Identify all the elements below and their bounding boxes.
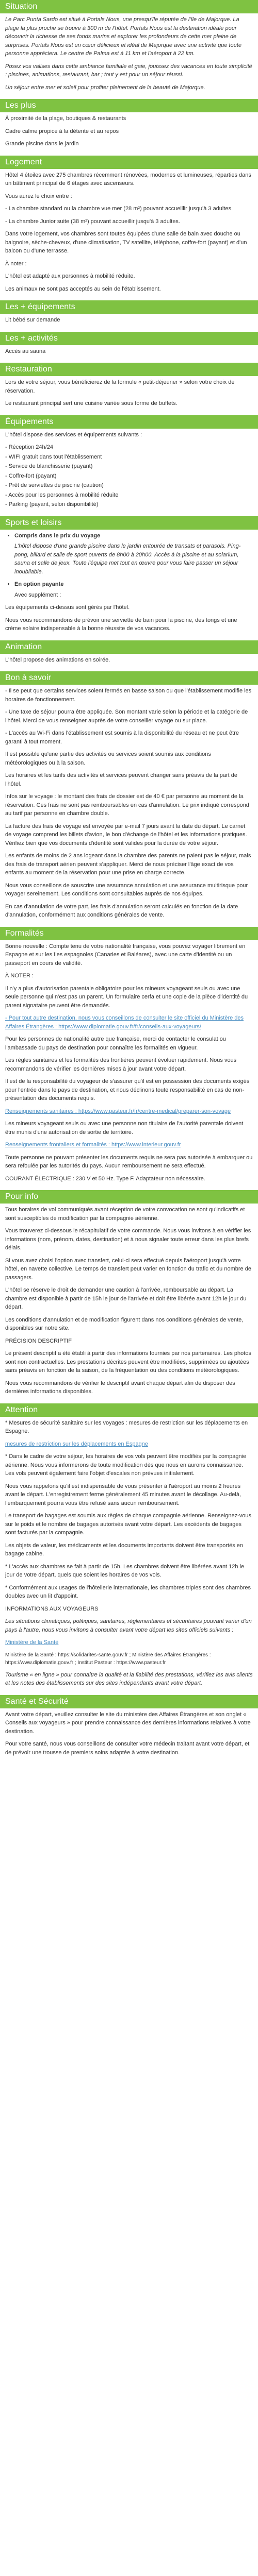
sports-paid-text: Avec supplément : — [14, 591, 61, 598]
pour-info-text-5: Les conditions d'annulation et de modification figurent dans nos conditions générales de vente, disponibles sur notre site. — [5, 1316, 244, 1331]
equipements-plus-text: Lit bébé sur demande — [5, 317, 60, 323]
formalites-link-frontaliers[interactable]: Renseignements frontaliers et formalités : https://www.interieur.gouv.fr — [5, 1142, 181, 1148]
formalites-text-8: Les mineurs voyageant seuls ou avec une personne non titulaire de l'autorité parentale doivent être munis d'une autorisation de sortie de territoire. — [5, 1121, 244, 1136]
pour-info-text-2: Vous trouverez ci-dessous le récapitulatif de votre commande. Nous vous invitons à en vérifier les informations (nom, prénom, dates, destination) et à nous signaler toute erreur dans les plus brefs délais. — [5, 1228, 251, 1251]
section-title-restauration: Restauration — [0, 363, 258, 376]
section-title-logement: Logement — [0, 156, 258, 169]
attention-heading: INFORMATIONS AUX VOYAGEURS — [5, 1605, 99, 1612]
section-title-formalites: Formalités — [0, 927, 258, 940]
section-sante — [0, 1695, 258, 1757]
formalites-link-diplomatie[interactable]: - Pour tout autre destination, nous vous conseillons de consulter le site officiel du Ministère des Affaires Étrangères : https://www.diplomatie.gouv.fr/fr/conseils-aux-voyageurs/ — [5, 1015, 244, 1030]
formalites-text-2: À NOTER : — [5, 973, 34, 979]
situation-text-1: Le Parc Punta Sardo est situé à Portals Nous, une presqu'île réputée de l'île de Majorque. La plage la plus proche se trouve à 300 m de l'hôtel. Portals Nous est la destination idéale pour découvrir la richesse de ses fonds marins et explorer les profondeurs de cette mer pleine de surprises. Portals Nous est un cœur délicieux et idéal de Majorque avec une activité que toute personne appréciera. Le centre de Palma est à 11 km et l'aéroport à 22 km. — [5, 16, 241, 57]
section-plus — [0, 99, 258, 148]
formalites-text-1: Bonne nouvelle : Compte tenu de votre nationalité française, vous pouvez voyager librement en Espagne et sur les îles espagnoles (Canaries et Baléares), avec une carte d'identité ou un passeport en cours de validité. — [5, 943, 246, 967]
bon-savoir-text-1: - Il se peut que certains services soient fermés en basse saison ou que l'établissement modifie les horaires de fonctionnement. — [5, 688, 252, 703]
section-logement — [0, 156, 258, 294]
equipements-item: - Parking (payant, selon disponibilité) — [5, 501, 99, 507]
restauration-text-1: Lors de votre séjour, vous bénéficierez de la formule « petit-déjeuner » selon votre choix de réservation. — [5, 379, 235, 394]
sports-paid-title: En option payante — [14, 581, 64, 587]
section-sports — [0, 516, 258, 633]
attention-text-4: Le transport de bagages est soumis aux règles de chaque compagnie aérienne. Renseignez-vous sur le poids et le nombre de bagages autorisés avant votre départ. Les excédents de bagages sont facturés par la compagnie. — [5, 1513, 251, 1536]
situation-text-2: Posez vos valises dans cette ambiance familiale et gaie, jouissez des vacances en toute simplicité : piscines, animations, restaurant, bar ; tout y est pour un séjour réussi. — [5, 63, 252, 78]
logement-text-3: - La chambre standard ou la chambre vue mer (28 m²) pouvant accueillir jusqu'à 3 adultes. — [5, 206, 233, 212]
logement-text-1: Hôtel 4 étoiles avec 275 chambres récemment rénovées, modernes et lumineuses, réparties dans un bâtiment principal de 6 étages avec ascenseurs. — [5, 172, 251, 187]
sports-list — [5, 532, 253, 600]
attention-text-3: Nous vous rappelons qu'il est indispensable de vous présenter à l'aéroport au moins 2 heures avant le départ. L'enregistrement ferme généralement 45 minutes avant le décollage. Au-delà, l'embarquement pourra vous être refusé sans aucun remboursement. — [5, 1483, 241, 1506]
logement-text-7: L'hôtel est adapté aux personnes à mobilité réduite. — [5, 273, 135, 279]
attention-text-9: Les situations climatiques, politiques, sanitaires, réglementaires et sécuritaires pouvant varier d'un pays à l'autre, nous vous invitons à consulter avant votre départ les sites officiels suivants : — [5, 1618, 252, 1633]
animation-text: L'hôtel propose des animations en soirée. — [5, 656, 110, 663]
formalites-text-9: Toute personne ne pouvant présenter les documents requis ne sera pas autorisée à embarquer ou sera refoulée par les autorités du pays. Aucun remboursement ne sera effectué. — [5, 1154, 253, 1169]
section-animation — [0, 640, 258, 665]
equipements-item: - Prêt de serviettes de piscine (caution) — [5, 482, 104, 488]
section-title-plus: Les plus — [0, 99, 258, 112]
bon-savoir-text-4: Il est possible qu'une partie des activités ou services soient soumis aux conditions météorologiques ou à la saison. — [5, 751, 211, 766]
logement-text-8: Les animaux ne sont pas acceptés au sein de l'établissement. — [5, 285, 161, 292]
section-title-sports: Sports et loisirs — [0, 516, 258, 530]
sports-extra-2: Nous vous recommandons de prévoir une serviette de bain pour la piscine, des tongs et une crème solaire indispensable à la bonne réussite de vos vacances. — [5, 617, 237, 632]
formalites-text-3: Il n'y a plus d'autorisation parentale obligatoire pour les mineurs voyageant seuls ou avec une seule personne qui n'est pas un parent. Un formulaire cerfa et une copie de la pièce d'identité du parent signataire peuvent être demandés. — [5, 985, 248, 1009]
info-voyage-text-3: Les enfants de moins de 2 ans logeant dans la chambre des parents ne paient pas le séjour, mais des frais de transport aérien peuvent s'appliquer. Merci de nous préciser l'âge exact de vos enfants au moment de la réservation pour une prise en charge correcte. — [5, 853, 251, 876]
formalites-link-sanitaire[interactable]: Renseignements sanitaires : https://www.pasteur.fr/fr/centre-medical/preparer-son-voyage — [5, 1108, 231, 1114]
section-restauration — [0, 363, 258, 408]
attention-link-sante[interactable]: Ministère de la Santé — [5, 1639, 59, 1646]
bon-savoir-text-2: - Une taxe de séjour pourra être appliquée. Son montant varie selon la période et la catégorie de l'hôtel. Merci de vous renseigner auprès de votre conseiller voyage ou sur place. — [5, 709, 248, 724]
section-title-sante: Santé et Sécurité — [0, 1695, 258, 1708]
section-equipements-plus — [0, 300, 258, 325]
section-pour-info — [0, 1190, 258, 1396]
logement-text-4: - La chambre Junior suite (38 m²) pouvant accueillir jusqu'à 3 adultes. — [5, 218, 180, 225]
section-title-animation: Animation — [0, 640, 258, 654]
pour-info-text-4: L'hôtel se réserve le droit de demander une caution à l'arrivée, remboursable au départ. La chambre est disponible à partir de 15h le jour de l'arrivée et doit être libérée avant 12h le jour du départ. — [5, 1287, 247, 1310]
pour-info-heading: PRÉCISION DESCRIPTIF — [5, 1337, 72, 1344]
sante-text-2: Pour votre santé, nous vous conseillons de consulter votre médecin traitant avant votre départ, et de prévoir une trousse de premiers soins adaptée à votre destination. — [5, 1741, 250, 1756]
restauration-text-2: Le restaurant principal sert une cuisine variée sous forme de buffets. — [5, 400, 178, 406]
formalites-text-10: COURANT ÉLECTRIQUE : 230 V et 50 Hz. Type F. Adaptateur non nécessaire. — [5, 1175, 205, 1182]
pour-info-text-1: Tous horaires de vol communiqués avant réception de votre convocation ne sont qu'indicatifs et sont susceptibles de modification par la compagnie aérienne. — [5, 1207, 245, 1222]
plus-text-3: Grande piscine dans le jardin — [5, 141, 79, 147]
equipements-item: - Coffre-fort (payant) — [5, 472, 57, 479]
bon-savoir-text-3: - L'accès au Wi-Fi dans l'établissement est soumis à la disponibilité du réseau et ne peut être garanti à tout moment. — [5, 730, 239, 745]
sports-extra-1: Les équipements ci-dessus sont gérés par l'hôtel. — [5, 604, 130, 611]
logement-text-6: À noter : — [5, 260, 27, 267]
section-formalites — [0, 927, 258, 1183]
sports-included — [14, 532, 253, 577]
section-title-equipements-plus: Les + équipements — [0, 300, 258, 314]
attention-text-10: Ministère de la Santé : https://solidarites-sante.gouv.fr ; Ministère des Affaires Étrangères : https://www.diplomatie.gouv.fr ; Institut Pasteur : https://www.pasteur.fr — [5, 1652, 211, 1666]
activites-plus-text: Accès au sauna — [5, 348, 46, 354]
section-title-pour-info: Pour info — [0, 1190, 258, 1204]
attention-text-5: Les objets de valeur, les médicaments et les documents importants doivent être transportés en bagage cabine. — [5, 1542, 244, 1557]
pour-info-text-7: Le présent descriptif a été établi à partir des informations fournies par nos partenaires. Les photos sont non contractuelles. Les prestations décrites peuvent être modifiées, supprimées ou ajoutées sans préavis en fonction de la saison, de la fréquentation ou des conditions météorologiques. — [5, 1350, 251, 1374]
pour-info-text-3: Si vous avez choisi l'option avec transfert, celui-ci sera effectué depuis l'aéroport jusqu'à votre hôtel, en navette collective. Le temps de transfert peut varier en fonction du trafic et du nombre de passagers. — [5, 1257, 251, 1281]
info-voyage-text-1: Infos sur le voyage : le montant des frais de dossier est de 40 € par personne au moment de la réservation. Ces frais ne sont pas remboursables en cas d'annulation. Le prix indiqué correspond au tarif par personne en chambre double. — [5, 793, 249, 817]
attention-text-11: Tourisme « en ligne » pour connaître la qualité et la fiabilité des prestations, vérifiez les avis clients et les notes des établissements sur des sites indépendants avant votre départ. — [5, 1671, 253, 1686]
attention-text-6: * L'accès aux chambres se fait à partir de 15h. Les chambres doivent être libérées avant 12h le jour de votre départ, quels que soient les horaires de vos vols. — [5, 1563, 245, 1578]
plus-text-1: À proximité de la plage, boutiques & restaurants — [5, 115, 126, 122]
equipements-item: - Réception 24h/24 — [5, 444, 53, 450]
situation-text-3: Un séjour entre mer et soleil pour profiter pleinement de la beauté de Majorque. — [5, 84, 205, 91]
logement-text-5: Dans votre logement, vos chambres sont toutes équipées d'une salle de bain avec douche ou baignoire, sèche-cheveux, d'une climatisation, TV satellite, téléphone, coffre-fort (payant) et d'un balcon ou d'une terrasse. — [5, 231, 247, 254]
plus-text-2: Cadre calme propice à la détente et au repos — [5, 128, 119, 134]
equipements-intro: L'hôtel dispose des services et équipements suivants : — [5, 431, 142, 438]
section-attention — [0, 1403, 258, 1688]
section-activites-plus — [0, 332, 258, 356]
equipements-item: - Service de blanchisserie (payant) — [5, 463, 93, 469]
attention-text-2: * Dans le cadre de votre séjour, les horaires de vos vols peuvent être modifiés par la compagnie aérienne. Nous vous informerons de toute modification dès que nous en aurons connaissance. Les vols peuvent également faire l'objet d'escales non prévues initialement. — [5, 1453, 247, 1477]
section-situation — [0, 0, 258, 92]
info-voyage-text-5: En cas d'annulation de votre part, les frais d'annulation seront calculés en fonction de la date d'annulation, conformément aux conditions générales de vente. — [5, 903, 238, 918]
info-voyage-text-2: La facture des frais de voyage est envoyée par e-mail 7 jours avant la date du départ. Le carnet de voyage comprend les billets d'avion, le bon d'échange de l'hôtel et les informations pratiques. Vérifiez bien que vos documents d'identité sont valides pour la durée de votre séjour. — [5, 823, 247, 846]
section-equipements — [0, 415, 258, 509]
formalites-text-6: Les règles sanitaires et les formalités des frontières peuvent évoluer rapidement. Nous vous recommandons de vérifier les dernières mises à jour avant votre départ. — [5, 1057, 237, 1072]
pour-info-text-8: Nous vous recommandons de vérifier le descriptif avant chaque départ afin de disposer des dernières informations disponibles. — [5, 1380, 235, 1395]
attention-text-1: * Mesures de sécurité sanitaire sur les voyages : mesures de restriction sur les déplacements en Espagne. — [5, 1419, 248, 1434]
sports-included-text: L'hôtel dispose d'une grande piscine dans le jardin entourée de transats et parasols. Ping-pong, billard et salle de sport ouverts de 8h00 à 20h00. Accès à la piscine et au solarium, sauna et salle de jeux. Toute l'équipe met tout en œuvre pour vous faire passer un séjour inoubliable. — [14, 543, 241, 575]
sports-included-title: Compris dans le prix du voyage — [14, 532, 101, 539]
attention-link-restriction[interactable]: mesures de restriction sur les déplacements en Espagne — [5, 1440, 148, 1447]
section-bon-savoir — [0, 671, 258, 920]
sante-text-1: Avant votre départ, veuillez consulter le site du ministère des Affaires Étrangères et son onglet « Conseils aux voyageurs » pour prendre connaissance des dernières informations relatives à votre destination. — [5, 1711, 251, 1735]
section-title-attention: Attention — [0, 1403, 258, 1417]
logement-text-2: Vous aurez le choix entre : — [5, 193, 72, 199]
section-title-situation: Situation — [0, 0, 258, 13]
info-voyage-text-4: Nous vous conseillons de souscrire une assurance annulation et une assurance multirisque pour voyager sereinement. Les conditions sont consultables auprès de nos équipes. — [5, 882, 248, 897]
attention-text-7: * Conformément aux usages de l'hôtellerie internationale, les chambres triples sont des chambres doubles avec un lit d'appoint. — [5, 1584, 251, 1599]
sports-paid — [14, 580, 253, 599]
section-title-activites-plus: Les + activités — [0, 332, 258, 345]
formalites-text-5: Pour les personnes de nationalité autre que française, merci de contacter le consulat ou l'ambassade du pays de destination pour connaître les formalités en vigueur. — [5, 1036, 227, 1051]
equipements-item: - WIFI gratuit dans tout l'établissement — [5, 453, 102, 460]
equipements-item: - Accès pour les personnes à mobilité réduite — [5, 492, 119, 498]
bon-savoir-text-5: Les horaires et les tarifs des activités et services peuvent changer sans préavis de la part de l'hôtel. — [5, 772, 238, 787]
section-title-equipements: Équipements — [0, 415, 258, 429]
formalites-text-7: Il est de la responsabilité du voyageur de s'assurer qu'il est en possession des documents exigés pour l'entrée dans le pays de destination, et nous déclinons toute responsabilité en cas de non-présentation des documents requis. — [5, 1078, 250, 1101]
section-title-bon-savoir: Bon à savoir — [0, 671, 258, 685]
